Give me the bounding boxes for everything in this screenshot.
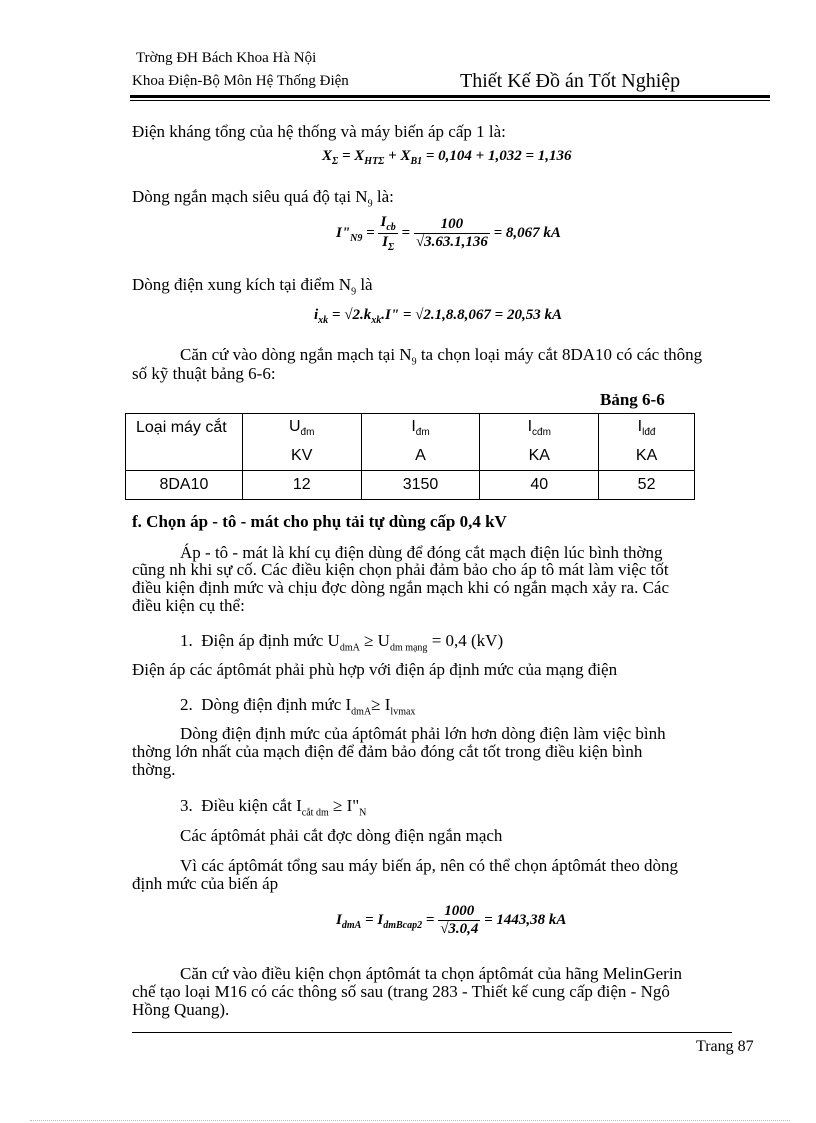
condition-2-line3: thờng.	[132, 760, 176, 779]
footer-rule	[132, 1032, 732, 1033]
department-name: Khoa Điện-Bộ Môn Hệ Thống Điện	[132, 73, 349, 89]
section-heading-f: f. Chọn áp - tô - mát cho phụ tải tự dùng cấp 0,4 kV	[132, 512, 507, 531]
table-cell: 12	[242, 471, 361, 500]
paragraph-breaker-choice-line1: Căn cứ vào dòng ngắn mạch tại $N_9$ ta chọn loại máy cắt 8DA10 có các thông	[180, 345, 703, 368]
condition-1: 1. Điện áp định mức $U_{dmA} \ge U_{dm mạng} = 0,4$ (kV)	[180, 631, 504, 654]
equation-impulse-current: $i_{xk} = √2.k_{xk}.I$" = √2.1,8.8,067 = 20,53 kA	[314, 307, 562, 326]
condition-2: 2. Dòng điện định mức $I_{dmA}\ge I_{lvmax}$	[180, 695, 416, 718]
table-unit-row	[126, 442, 695, 471]
paragraph-rating-line2: định mức của biến áp	[132, 874, 279, 893]
table-header-cell: $I_{đm}$	[361, 414, 480, 443]
condition-3: 3. Điều kiện cắt $I_{cắt dm}$ ≥ $I"_N$	[180, 796, 367, 819]
paragraph-breaker-line1: Áp - tô - mát là khí cụ điện dùng để đóng cắt mạch điện lúc bình thờng	[180, 543, 663, 562]
paragraph-breaker-line2: cũng nh khi sự cố. Các điều kiện chọn phải đảm bảo cho áp tô mát làm việc tốt	[132, 560, 669, 579]
breaker-spec-table	[125, 413, 695, 500]
page-number: Trang 87	[696, 1038, 754, 1055]
table-cell: 40	[480, 471, 599, 500]
header-rule-thin	[130, 100, 770, 101]
table-header-cell: $I_{cđm}$	[480, 414, 599, 443]
equation-rated-current: $I_{dmA} = I_{dmBcap2}$ = $\frac{1000}{√3.0,4}$ = 1443,38 kA	[336, 903, 567, 937]
condition-2-line1: Dòng điện định mức của áptômát phải lớn hơn dòng điện làm việc bình	[180, 724, 666, 743]
table-cell: 52	[599, 471, 695, 500]
equation-subtransient-current: $I"_{N9}$ = $\frac{I_{cb}}{I_\Sigma}$ = $\frac{100}{√3.63.1,136}$ = 8,067 kA	[336, 214, 561, 253]
paragraph-selection-line3: Hồng Quang).	[132, 1000, 230, 1019]
table-header-cell: $U_{đm}$	[242, 414, 361, 443]
table-cell: 3150	[361, 471, 480, 500]
condition-3-note: Các áptômát phải cắt đợc dòng điện ngắn mạch	[180, 826, 503, 845]
paragraph-breaker-line4: điều kiện cụ thể:	[132, 596, 245, 615]
paragraph-reactance: Điện kháng tổng của hệ thống và máy biến áp cấp 1 là:	[132, 122, 506, 141]
condition-2-line2: thờng lớn nhất của mạch điện để đảm bảo đóng cắt tốt trong điều kiện bình	[132, 742, 643, 761]
table-row	[126, 471, 695, 500]
table-caption: Bảng 6-6	[600, 390, 665, 409]
paragraph-selection-line2: chế tạo loại M16 có các thông số sau (trang 283 - Thiết kế cung cấp điện - Ngô	[132, 982, 670, 1001]
table-unit-cell: KA	[599, 442, 695, 471]
document-title: Thiết Kế Đồ án Tốt Nghiệp	[460, 70, 681, 92]
table-unit-cell: A	[361, 442, 480, 471]
table-unit-cell: KA	[480, 442, 599, 471]
table-header-row	[126, 414, 695, 443]
school-name: Trờng ĐH Bách Khoa Hà Nội	[136, 50, 317, 66]
table-header-cell: Loại máy cắt	[126, 414, 243, 443]
paragraph-breaker-line3: điều kiện định mức và chịu đợc dòng ngắn mạch khi có ngắn mạch xảy ra. Các	[132, 578, 670, 597]
condition-1-note: Điện áp các áptômát phải phù hợp với điện áp định mức của mạng điện	[132, 660, 618, 679]
paragraph-subtransient: Dòng ngắn mạch siêu quá độ tại $N_9$ là:	[132, 187, 394, 210]
paragraph-rating-line1: Vì các áptômát tổng sau máy biến áp, nên có thể chọn áptômát theo dòng	[180, 856, 679, 875]
table-cell: 8DA10	[126, 471, 243, 500]
table-header-cell: $I_{lđđ}$	[599, 414, 695, 443]
paragraph-breaker-choice-line2: số kỹ thuật bảng 6-6:	[132, 364, 276, 383]
paragraph-selection-line1: Căn cứ vào điều kiện chọn áptômát ta chọn áptômát của hãng MelinGerin	[180, 964, 683, 983]
table-unit-cell: KV	[242, 442, 361, 471]
paragraph-impulse-current: Dòng điện xung kích tại điểm $N_9$ là	[132, 275, 373, 298]
page-bottom-divider	[30, 1120, 790, 1121]
equation-total-reactance: $X_\Sigma = X_{HT\Sigma} + X_{B1} = 0,104 + 1,032 = 1,136$	[322, 148, 572, 167]
header-rule-thick	[130, 95, 770, 98]
